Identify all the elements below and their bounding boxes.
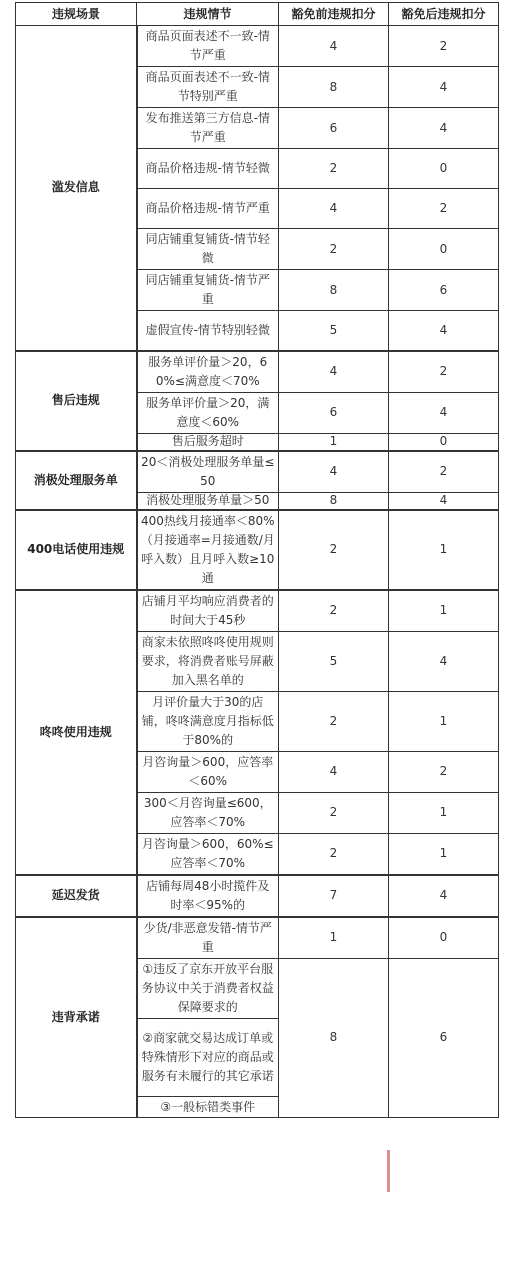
after-score: 6 xyxy=(389,958,499,1117)
before-score: 1 xyxy=(279,433,389,451)
detail-cell: 服务单评价量＞20，满意度＜60% xyxy=(137,392,279,433)
table-row xyxy=(16,590,499,632)
detail-cell: 月咨询量＞600，60%≤应答率＜70% xyxy=(137,833,279,875)
detail-cell: 少货/非恶意发错-情节严重 xyxy=(137,917,279,959)
table-row xyxy=(16,351,499,393)
detail-cell: 400热线月接通率＜80%（月接通率=月接通数/月呼入数）且月呼入数≥10通 xyxy=(137,510,279,590)
scene-cell: 违背承诺 xyxy=(16,917,137,1118)
before-score: 8 xyxy=(279,67,389,108)
after-score: 2 xyxy=(389,189,499,229)
after-score: 4 xyxy=(389,875,499,917)
before-score: 2 xyxy=(279,149,389,189)
before-score: 4 xyxy=(279,26,389,67)
after-score: 2 xyxy=(389,751,499,792)
detail-cell: 商品价格违规-情节严重 xyxy=(137,189,279,229)
detail-cell: 虚假宣传-情节特别轻微 xyxy=(137,311,279,351)
after-score: 2 xyxy=(389,26,499,67)
scene-cell: 消极处理服务单 xyxy=(16,451,137,510)
after-score: 4 xyxy=(389,67,499,108)
detail-cell: 售后服务超时 xyxy=(137,433,279,451)
after-score: 0 xyxy=(389,149,499,189)
after-score: 4 xyxy=(389,631,499,691)
before-score: 5 xyxy=(279,311,389,351)
before-score: 2 xyxy=(279,590,389,632)
after-score: 1 xyxy=(389,792,499,833)
red-mark xyxy=(387,1150,390,1192)
before-score: 2 xyxy=(279,792,389,833)
after-score: 1 xyxy=(389,590,499,632)
before-score: 5 xyxy=(279,631,389,691)
detail-cell: 店铺月平均响应消费者的时间大于45秒 xyxy=(137,590,279,632)
detail-cell: 店铺每周48小时揽件及时率＜95%的 xyxy=(137,875,279,917)
detail-cell: 商家未依照咚咚使用规则要求，将消费者账号屏蔽加入黑名单的 xyxy=(137,631,279,691)
scene-cell: 延迟发货 xyxy=(16,875,137,917)
after-score: 4 xyxy=(389,108,499,149)
scene-cell: 400电话使用违规 xyxy=(16,510,137,590)
detail-cell: 同店铺重复铺货-情节轻微 xyxy=(137,229,279,270)
detail-cell: ③一般标错类事件 xyxy=(137,1096,279,1117)
header-row xyxy=(16,3,499,26)
after-score: 0 xyxy=(389,229,499,270)
before-score: 8 xyxy=(279,492,389,510)
header-detail: 违规情节 xyxy=(137,3,279,26)
before-score: 1 xyxy=(279,917,389,959)
before-score: 7 xyxy=(279,875,389,917)
header-scene: 违规场景 xyxy=(16,3,137,26)
before-score: 2 xyxy=(279,229,389,270)
header-after: 豁免后违规扣分 xyxy=(389,3,499,26)
before-score: 6 xyxy=(279,392,389,433)
after-score: 4 xyxy=(389,492,499,510)
before-score: 8 xyxy=(279,958,389,1117)
before-score: 4 xyxy=(279,189,389,229)
detail-cell: 发布推送第三方信息-情节严重 xyxy=(137,108,279,149)
after-score: 1 xyxy=(389,691,499,751)
penalty-table xyxy=(15,2,499,1118)
after-score: 1 xyxy=(389,833,499,875)
detail-cell: 服务单评价量＞20，60%≤满意度＜70% xyxy=(137,351,279,393)
scene-cell: 滥发信息 xyxy=(16,26,137,351)
before-score: 2 xyxy=(279,510,389,590)
detail-cell: ②商家就交易达成订单或特殊情形下对应的商品或服务有未履行的其它承诺 xyxy=(137,1018,279,1096)
scene-cell: 售后违规 xyxy=(16,351,137,451)
detail-cell: 商品页面表述不一致-情节特别严重 xyxy=(137,67,279,108)
before-score: 6 xyxy=(279,108,389,149)
table-row xyxy=(16,510,499,590)
before-score: 4 xyxy=(279,351,389,393)
after-score: 6 xyxy=(389,270,499,311)
before-score: 8 xyxy=(279,270,389,311)
scene-cell: 咚咚使用违规 xyxy=(16,590,137,875)
table-row xyxy=(16,451,499,493)
table-row xyxy=(16,875,499,917)
before-score: 2 xyxy=(279,833,389,875)
detail-cell: 月评价量大于30的店铺，咚咚满意度月指标低于80%的 xyxy=(137,691,279,751)
before-score: 4 xyxy=(279,751,389,792)
table-row xyxy=(16,917,499,959)
table-row xyxy=(16,26,499,67)
detail-cell: 商品页面表述不一致-情节严重 xyxy=(137,26,279,67)
after-score: 2 xyxy=(389,451,499,493)
after-score: 0 xyxy=(389,433,499,451)
detail-cell: 同店铺重复铺货-情节严重 xyxy=(137,270,279,311)
after-score: 4 xyxy=(389,392,499,433)
detail-cell: 月咨询量＞600，应答率＜60% xyxy=(137,751,279,792)
before-score: 4 xyxy=(279,451,389,493)
detail-cell: 300＜月咨询量≤600，应答率＜70% xyxy=(137,792,279,833)
after-score: 0 xyxy=(389,917,499,959)
before-score: 2 xyxy=(279,691,389,751)
after-score: 4 xyxy=(389,311,499,351)
detail-cell: 商品价格违规-情节轻微 xyxy=(137,149,279,189)
header-before: 豁免前违规扣分 xyxy=(279,3,389,26)
detail-cell: ①违反了京东开放平台服务协议中关于消费者权益保障要求的 xyxy=(137,958,279,1018)
detail-cell: 20＜消极处理服务单量≤50 xyxy=(137,451,279,493)
after-score: 2 xyxy=(389,351,499,393)
detail-cell: 消极处理服务单量＞50 xyxy=(137,492,279,510)
after-score: 1 xyxy=(389,510,499,590)
